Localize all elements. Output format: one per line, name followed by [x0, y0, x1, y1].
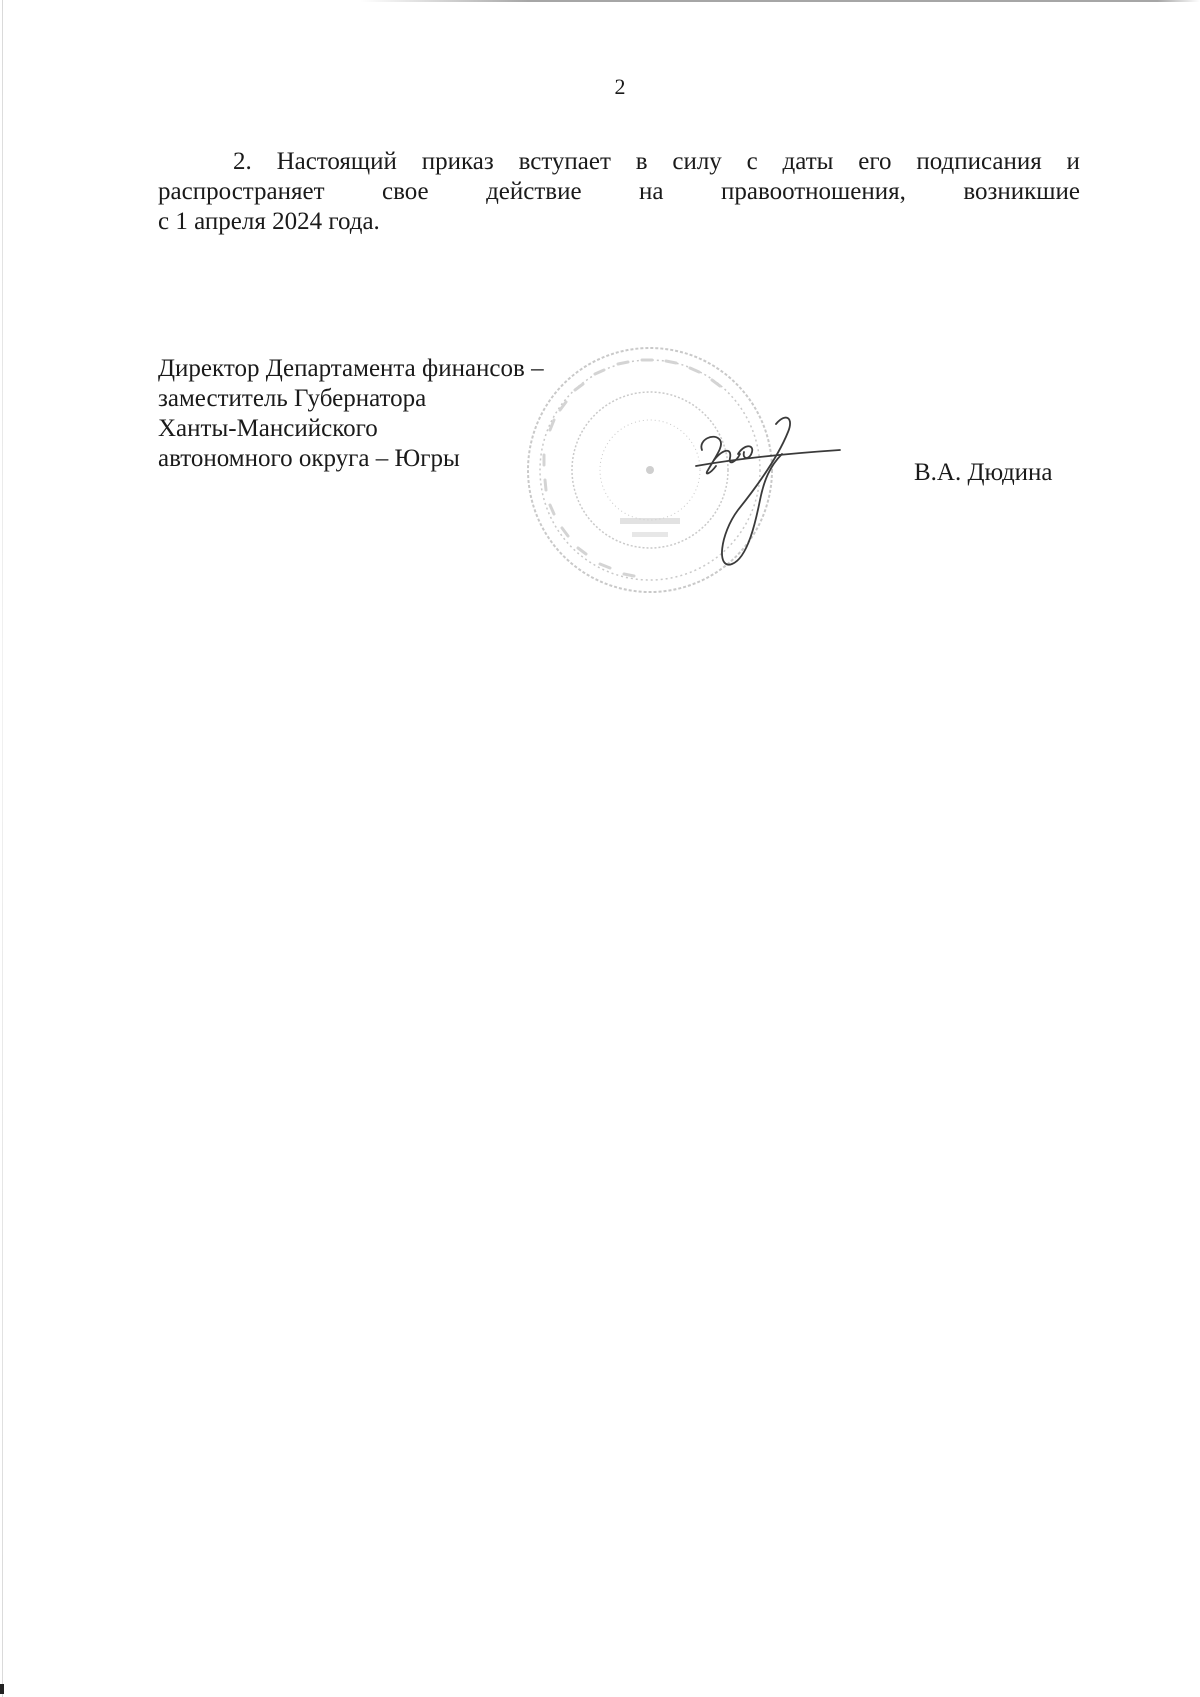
order-paragraph	[158, 147, 1080, 237]
word: 2.	[233, 148, 252, 175]
word: возникшие	[963, 178, 1080, 205]
word: вступает	[518, 148, 611, 175]
signatory-title-line: автономного округа – Югры	[158, 445, 460, 472]
word: свое	[381, 178, 429, 205]
signatory-name: В.А. Дюдина	[914, 459, 1053, 486]
word: с	[746, 148, 758, 175]
paragraph-line-2	[158, 177, 1080, 207]
word: подписания	[916, 148, 1042, 175]
word: правоотношения,	[720, 178, 906, 205]
paragraph-line-1	[158, 147, 1080, 177]
signatory-title-line: Директор Департамента финансов –	[158, 355, 544, 382]
word: приказ	[421, 148, 494, 175]
signatory-title-line: Ханты-Мансийского	[158, 415, 378, 442]
word: его	[858, 148, 892, 175]
scan-edge-left	[2, 0, 3, 1697]
handwritten-signature-icon	[690, 410, 850, 590]
paragraph-line-3: с 1 апреля 2024 года.	[158, 208, 380, 235]
word: в	[635, 148, 648, 175]
signatory-title	[158, 354, 544, 474]
word: силу	[672, 148, 722, 175]
word: даты	[782, 148, 834, 175]
scan-edge-top	[360, 0, 1200, 2]
scan-mark	[0, 1684, 4, 1694]
word: Настоящий	[276, 148, 397, 175]
signatory-title-line: заместитель Губернатора	[158, 385, 427, 412]
page-number: 2	[614, 74, 626, 99]
word: распространяет	[158, 178, 325, 205]
word: и	[1066, 148, 1080, 175]
word: на	[639, 178, 664, 205]
word: действие	[486, 178, 582, 205]
